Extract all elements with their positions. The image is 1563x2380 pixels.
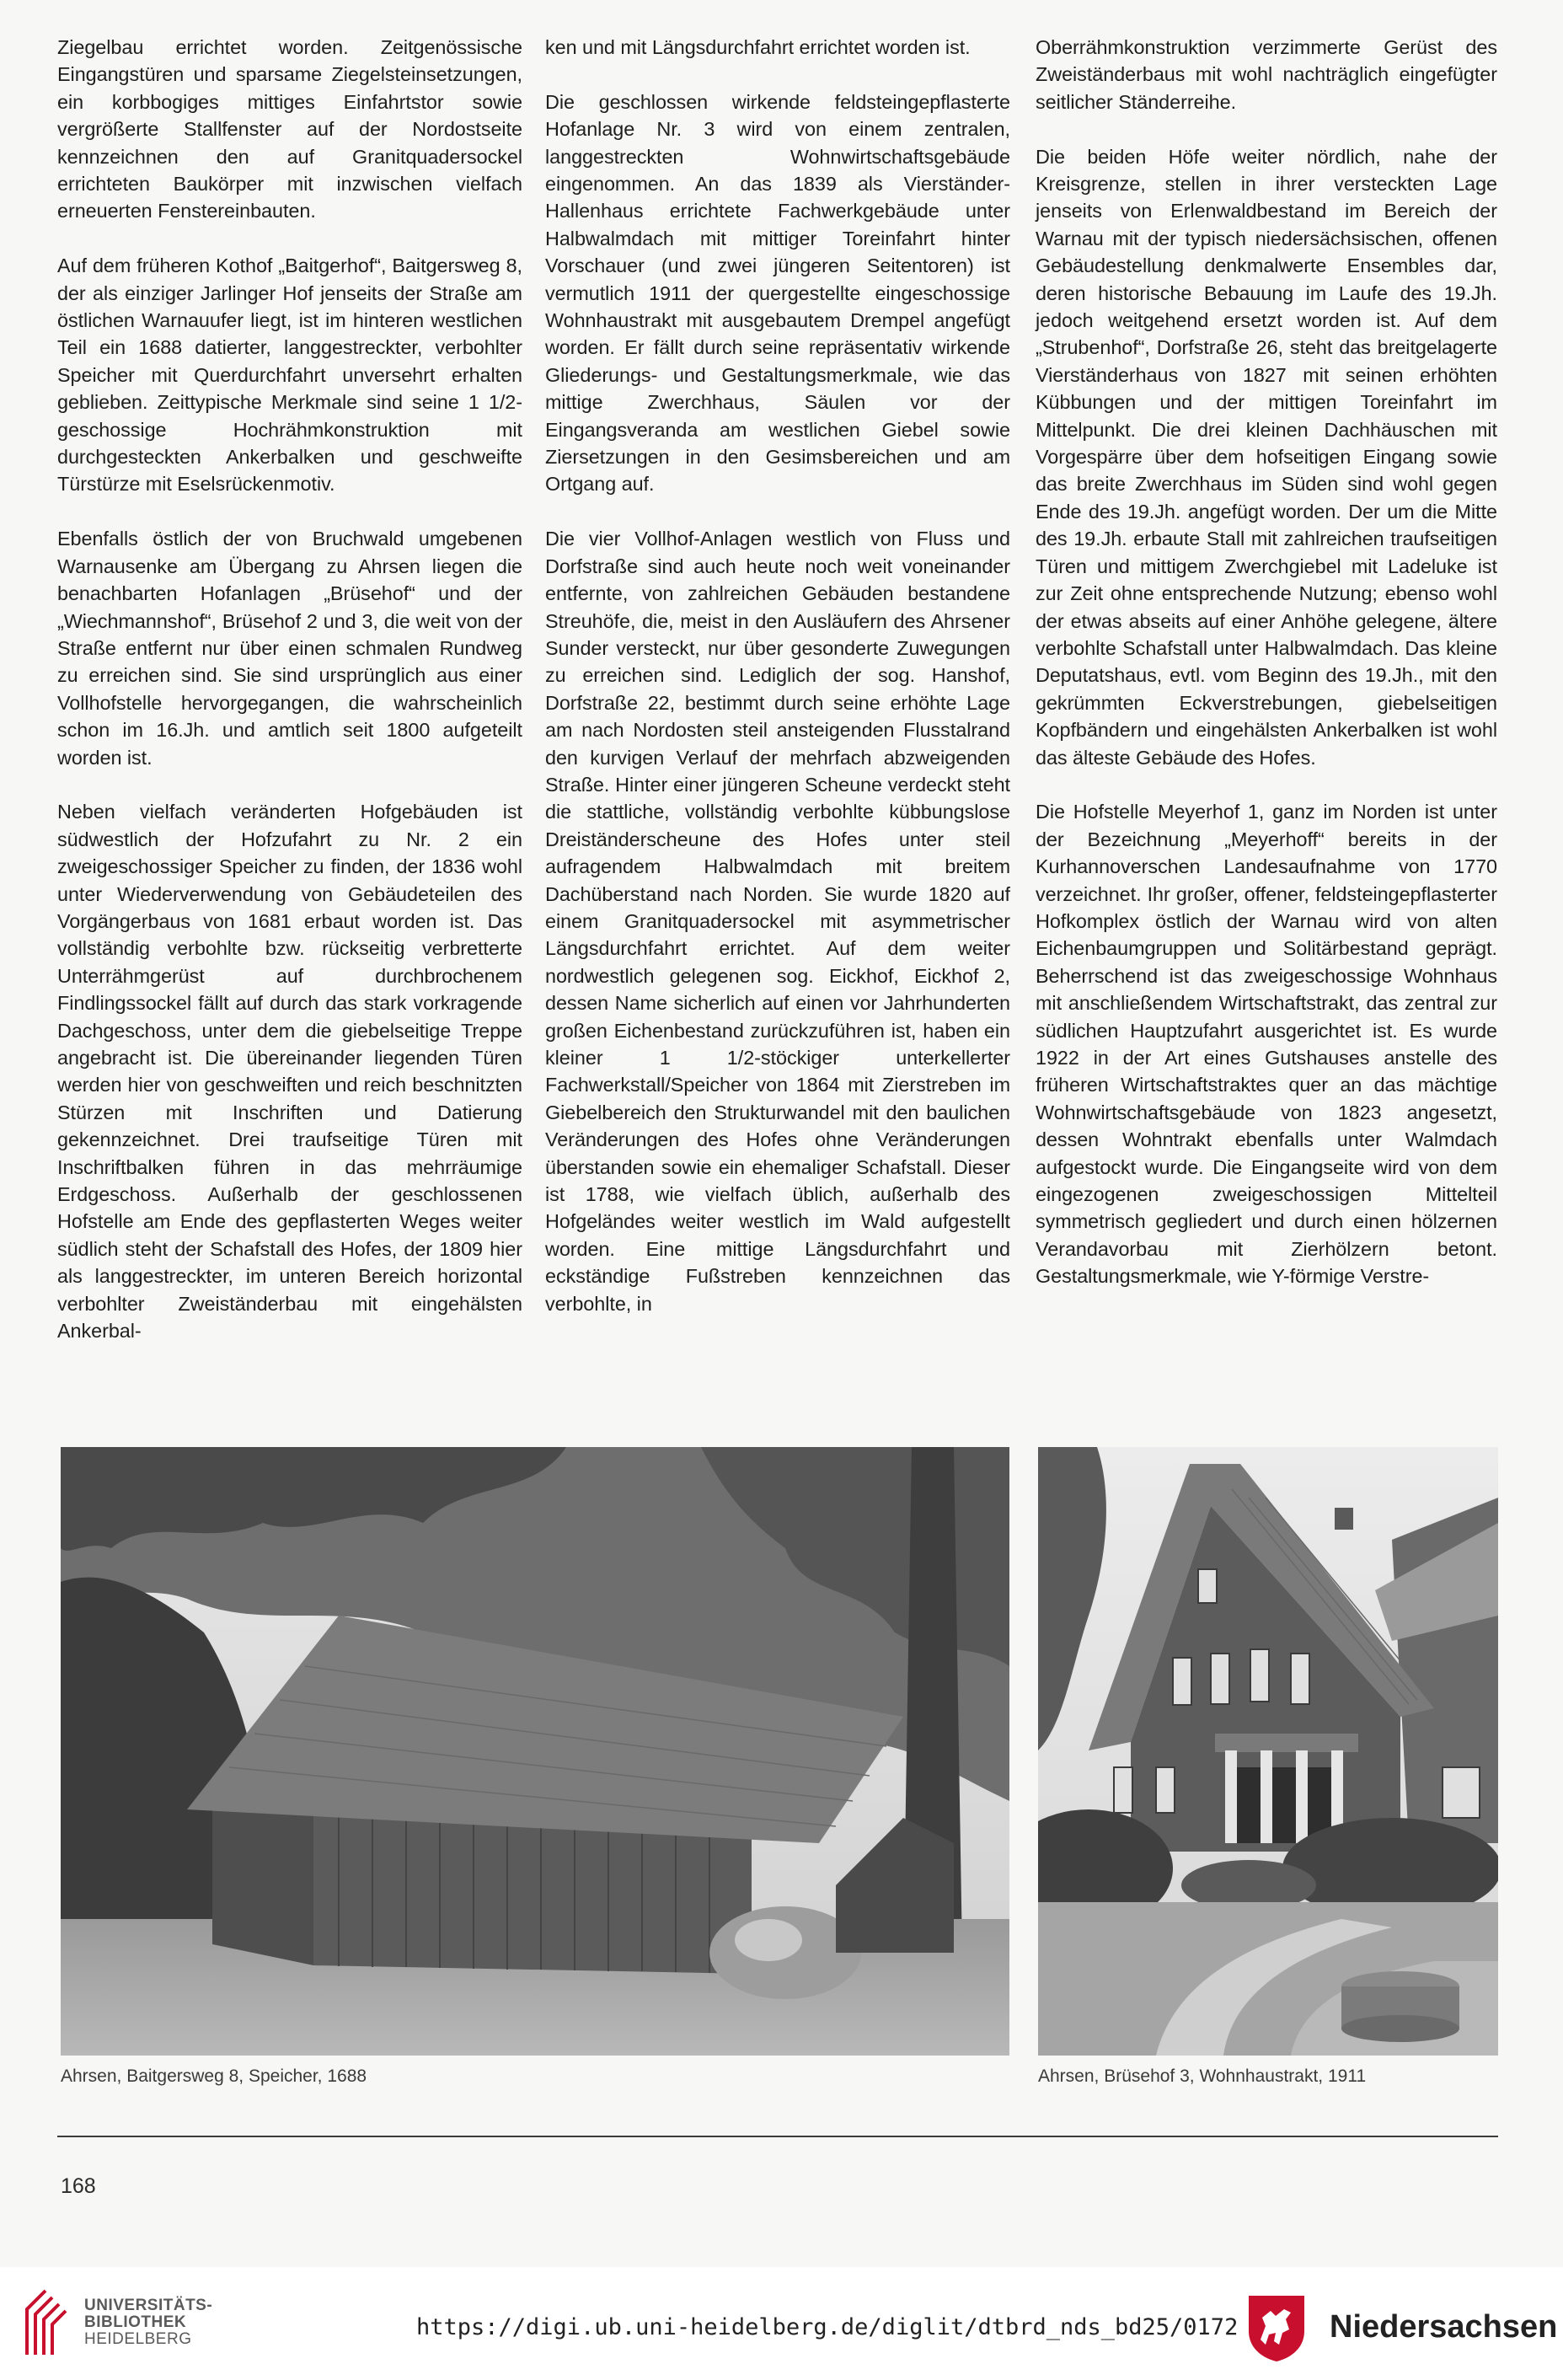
text-column-1: [57, 34, 522, 1344]
paragraph: ken und mit Längsdurchfahrt errichtet worden ist.: [545, 36, 971, 58]
text-column-2: [545, 34, 1010, 1317]
footer-bar: [0, 2267, 1563, 2380]
paragraph: Die geschlossen wirkende feldsteingepflasterte Hofanlage Nr. 3 wird von einem zentralen, langgestreckten Wohnwirtschaftsgebäude eingenommen. An das 1839 als Vierständer-Hallenhaus errichtete Fachwerkgebäude unter Halbwalmdach mit mittiger Toreinfahrt hinter Vorschauer (und zwei jüngeren Seitentoren) ist vermutlich 1911 der quergestellte eingeschossige Wohnhaustrakt mit ausgebautem Drempel angefügt worden. Er fällt durch seine repräsentativ wirkende Gliederungs- und Gestaltungsmerkmale, wie das mittige Zwerchhaus, Säulen vor der Eingangsveranda am westlichen Giebel sowie Ziersetzungen in den Gesimsbereichen und am Ortgang auf.: [545, 90, 1010, 496]
paragraph: Die vier Vollhof-Anlagen westlich von Fluss und Dorfstraße sind auch heute noch weit voneinander entfernte, von zahlreichen Gebäuden bestandene Streuhöfe, die, meist in den Ausläufern des Ahrsener Sunder versteckt, nur über gesonderte Zuwegungen zu erreichen sind. Lediglich der sog. Hanshof, Dorfstraße 22, bestimmt durch seine erhöhte Lage am nach Nordosten steil ansteigenden Flusstalrand den kurvigen Verlauf der mehrfach abzweigenden Straße. Hinter einer jüngeren Scheune verdeckt steht die stattliche, vollständig verbohlte kübbungslose Dreiständerscheune des Hofes unter steil aufragendem Halbwalmdach mit breitem Dachüberstand nach Norden. Sie wurde 1820 auf einem Granitquadersockel mit asymmetrischer Längsdurchfahrt errichtet. Auf dem weiter nordwestlich gelegenen sog. Eickhof, Eickhof 2, dessen Name sicherlich auf einen vor Jahrhunderten großen Eichenbestand zurückzuführen ist, haben ein kleiner 1 1/2-stöckiger unterkellerter Fachwerkstall/Speicher von 1864 mit Zierstreben im Giebelbereich den Strukturwandel mit den baulichen Veränderungen des Hofes ohne Veränderungen überstanden sowie ein ehemaliger Schafstall. Dieser ist 1788, wie vielfach üblich, außerhalb des Hofgeländes weiter westlich im Wald aufgestellt worden. Eine mittige Längsdurchfahrt und eckständige Fußstreben kennzeichnen das verbohlte, in: [545, 528, 1010, 1315]
paragraph: Ziegelbau errichtet worden. Zeitgenössische Eingangstüren und sparsame Ziegelsteinsetzungen, ein korbbogiges mittiges Einfahrtstor sowie vergrößerte Stallfenster auf der Nordostseite kennzeichnen den auf Granitquadersockel errichteten Baukörper mit inzwischen vielfach erneuerten Fenstereinbauten.: [57, 36, 522, 222]
page-number: 168: [61, 2174, 96, 2198]
library-name: [84, 2297, 212, 2348]
paragraph: Auf dem früheren Kothof „Baitgerhof“, Baitgersweg 8, der als einziger Jarlinger Hof jenseits der Straße am östlichen Warnauufer liegt, ist im hinteren westlichen Teil ein 1688 datierter, langgestreckter, verbohlter Speicher mit Querdurchfahrt unversehrt erhalten geblieben. Zeittypische Merkmale sind seine 1 1/2-geschossige Hochrähmkonstruktion mit durchgesteckten Ankerbalken und geschweifte Türstürze mit Eselsrückenmotiv.: [57, 255, 522, 496]
library-name-line: UNIVERSITÄTS-: [84, 2297, 213, 2314]
footer-rule: [57, 2136, 1498, 2137]
paragraph: Oberrähmkonstruktion verzimmerte Gerüst des Zweiständerbaus mit wohl nachträglich eingefügter seitlicher Ständerreihe.: [1036, 36, 1497, 113]
niedersachsen-horse-icon: [1245, 2292, 1308, 2363]
source-url-link[interactable]: https://digi.ub.uni-heidelberg.de/diglit/dtbrd_nds_bd25/0172: [416, 2314, 1239, 2340]
photo-granary: [61, 1447, 1009, 2056]
university-library-logo-icon: [20, 2284, 72, 2360]
paragraph: Die Hofstelle Meyerhof 1, ganz im Norden ist unter der Bezeichnung „Meyerhoff“ bereits in der Kurhannoverschen Landesaufnahme von 1770 verzeichnet. Ihr großer, offener, feldsteingepflasterter Hofkomplex östlich der Warnau wird von alten Eichenbaumgruppen und Solitärbestand geprägt. Beherrschend ist das zweigeschossige Wohnhaus mit anschließendem Wirtschaftstrakt, das zentral zur südlichen Hauptzufahrt ausgerichtet ist. Es wurde 1922 in der Art eines Gutshauses anstelle des früheren Wirtschaftstraktes quer an das mächtige Wohnwirtschaftsgebäude von 1823 angesetzt, dessen Wohntrakt ebenfalls unter Walmdach aufgestockt wurde. Die Eingangseite wird von dem eingezogenen zweigeschossigen Mittelteil symmetrisch gegliedert und durch einen hölzernen Verandavorbau mit Zierhölzern betont. Gestaltungsmerkmale, wie Y-förmige Verstre-: [1036, 801, 1497, 1288]
caption-right: Ahrsen, Brüsehof 3, Wohnhaustrakt, 1911: [1038, 2066, 1367, 2086]
paragraph: Neben vielfach veränderten Hofgebäuden ist südwestlich der Hofzufahrt zu Nr. 2 ein zweigeschossiger Speicher zu finden, der 1836 wohl unter Wiederverwendung von Gebäudeteilen des Vorgängerbaus von 1681 erbaut worden ist. Das vollständig verbohlte bzw. rückseitig verbretterte Unterrähmgerüst auf durchbrochenem Findlingssockel fällt auf durch das stark vorkragende Dachgeschoss, unter dem die giebelseitige Treppe angebracht ist. Die übereinander liegenden Türen werden hier von geschweiften und reich beschnitzten Stürzen mit Inschriften und Datierung gekennzeichnet. Drei traufseitige Türen mit Inschriftbalken führen in das mehrräumige Erdgeschoss. Außerhalb der geschlossenen Hofstelle am Ende des gepflasterten Weges weiter südlich steht der Schafstall des Hofes, der 1809 hier als langgestreckter, im unteren Bereich horizontal verbohlter Zweiständerbau mit eingehälsten Ankerbal-: [57, 801, 522, 1343]
photo-farmhouse: [1038, 1447, 1498, 2056]
paragraph: Die beiden Höfe weiter nördlich, nahe der Kreisgrenze, stellen in ihrer versteckten Lage jenseits von Erlenwaldbestand im Bereich der Warnau mit der typisch niedersächsischen, offenen Gebäudestellung denkmalwerte Ensembles dar, deren historische Bebauung im Laufe des 19.Jh. jedoch weitgehend ersetzt worden ist. Auf dem „Strubenhof“, Dorfstraße 26, steht das breitgelagerte Vierständerhaus von 1827 mit seinen erhöhten Kübbungen und der mittigen Toreinfahrt im Mittelpunkt. Die drei kleinen Dachhäuschen mit Vorgespärre über dem hofseitigen Eingang sowie das breite Zwerchhaus im Süden sind wohl gegen Ende des 19.Jh. angefügt worden. Der um die Mitte des 19.Jh. erbaute Stall mit zahlreichen traufseitigen Türen und mittigem Zwerchgiebel mit Ladeluke ist zur Zeit ohne entsprechende Nutzung; ebenso wohl der etwas abseits auf einer Anhöhe gelegene, ältere verbohlte Schafstall unter Halbwalmdach. Das kleine Deputatshaus, evtl. vom Beginn des 19.Jh., mit den gekrümmten Eckverstrebungen, giebelseitigen Kopfbändern und eingehälsten Ankerbalken ist wohl das älteste Gebäude des Hofes.: [1036, 145, 1497, 769]
library-name-line: HEIDELBERG: [84, 2330, 192, 2348]
text-column-3: [1036, 34, 1497, 1290]
state-name: Niedersachsen: [1330, 2309, 1558, 2345]
library-name-line: BIBLIOTHEK: [84, 2313, 187, 2331]
paragraph: Ebenfalls östlich der von Bruchwald umgebenen Warnausenke am Übergang zu Ahrsen liegen die benachbarten Hofanlagen „Brüsehof“ und der „Wiechmannshof“, Brüsehof 2 und 3, die weit von der Straße entfernt nur über einen schmalen Rundweg zu erreichen sind. Sie sind ursprünglich aus einer Vollhofstelle hervorgegangen, die wahrscheinlich schon im 16.Jh. und amtlich seit 1800 aufgeteilt worden ist.: [57, 528, 522, 769]
caption-left: Ahrsen, Baitgersweg 8, Speicher, 1688: [61, 2066, 367, 2086]
